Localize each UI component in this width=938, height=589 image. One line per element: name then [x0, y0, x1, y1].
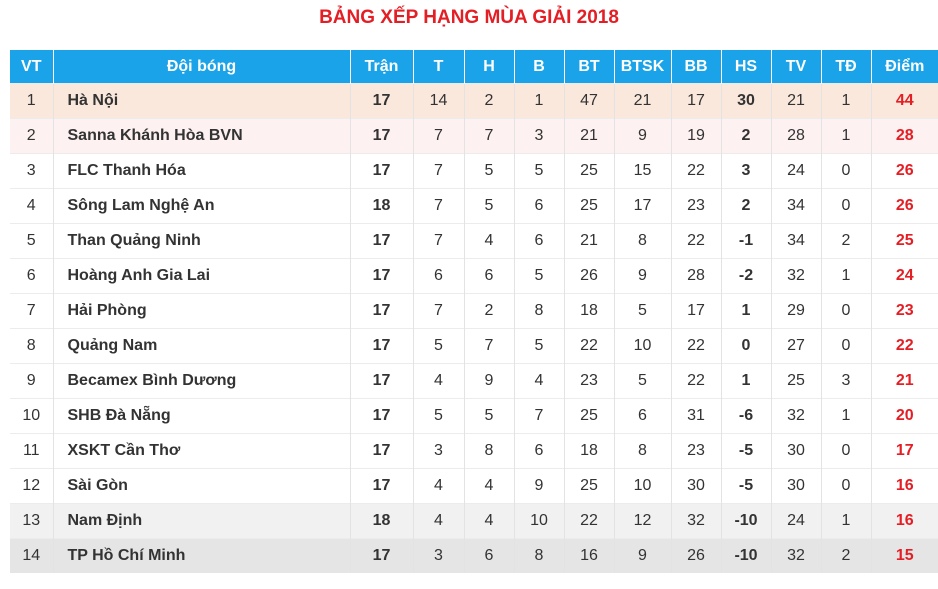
goals-for-cell: 25 [564, 189, 614, 224]
drawn-cell: 6 [464, 539, 514, 574]
drawn-cell: 6 [464, 259, 514, 294]
goal-diff-cell: -10 [721, 539, 771, 574]
played-cell: 18 [350, 504, 413, 539]
team-name-cell[interactable]: Than Quảng Ninh [53, 224, 350, 259]
points-cell: 26 [871, 154, 938, 189]
goals-against-cell: 22 [671, 364, 721, 399]
red-cards-cell: 1 [821, 84, 871, 119]
played-cell: 17 [350, 224, 413, 259]
goals-against-cell: 28 [671, 259, 721, 294]
team-name-cell[interactable]: Hải Phòng [53, 294, 350, 329]
won-cell: 7 [413, 294, 464, 329]
away-goals-cell: 12 [614, 504, 671, 539]
won-cell: 7 [413, 154, 464, 189]
rank-cell: 3 [10, 154, 53, 189]
points-cell: 15 [871, 539, 938, 574]
played-cell: 17 [350, 364, 413, 399]
goal-diff-cell: -10 [721, 504, 771, 539]
won-cell: 4 [413, 504, 464, 539]
goals-for-cell: 47 [564, 84, 614, 119]
team-name-cell[interactable]: Quảng Nam [53, 329, 350, 364]
lost-cell: 8 [514, 539, 564, 574]
played-cell: 17 [350, 119, 413, 154]
table-row[interactable] [10, 329, 938, 364]
points-cell: 25 [871, 224, 938, 259]
points-cell: 20 [871, 399, 938, 434]
played-cell: 18 [350, 189, 413, 224]
played-cell: 17 [350, 329, 413, 364]
rank-cell: 9 [10, 364, 53, 399]
won-cell: 7 [413, 224, 464, 259]
team-name-cell[interactable]: Becamex Bình Dương [53, 364, 350, 399]
goals-against-cell: 17 [671, 84, 721, 119]
team-name-cell[interactable]: Hà Nội [53, 84, 350, 119]
goals-against-cell: 31 [671, 399, 721, 434]
points-cell: 23 [871, 294, 938, 329]
rank-cell: 12 [10, 469, 53, 504]
won-cell: 7 [413, 119, 464, 154]
goals-against-cell: 26 [671, 539, 721, 574]
goals-for-cell: 21 [564, 224, 614, 259]
team-name-cell[interactable]: XSKT Cần Thơ [53, 434, 350, 469]
team-name-cell[interactable]: SHB Đà Nẵng [53, 399, 350, 434]
points-cell: 28 [871, 119, 938, 154]
points-cell: 24 [871, 259, 938, 294]
goal-diff-cell: 3 [721, 154, 771, 189]
yellow-cards-cell: 30 [771, 434, 821, 469]
goals-against-cell: 22 [671, 154, 721, 189]
away-goals-cell: 10 [614, 329, 671, 364]
goals-for-cell: 16 [564, 539, 614, 574]
red-cards-cell: 1 [821, 504, 871, 539]
goals-for-cell: 25 [564, 399, 614, 434]
away-goals-cell: 6 [614, 399, 671, 434]
goal-diff-cell: 2 [721, 119, 771, 154]
team-name-cell[interactable]: Sanna Khánh Hòa BVN [53, 119, 350, 154]
table-row[interactable] [10, 154, 938, 189]
col-won-header[interactable]: T [413, 50, 464, 84]
points-cell: 21 [871, 364, 938, 399]
col-team-header[interactable]: Đội bóng [53, 50, 350, 84]
goals-for-cell: 18 [564, 294, 614, 329]
goal-diff-cell: -6 [721, 399, 771, 434]
goals-against-cell: 22 [671, 224, 721, 259]
red-cards-cell: 3 [821, 364, 871, 399]
col-drawn-header[interactable]: H [464, 50, 514, 84]
played-cell: 17 [350, 259, 413, 294]
rank-cell: 14 [10, 539, 53, 574]
goal-diff-cell: 30 [721, 84, 771, 119]
rank-cell: 13 [10, 504, 53, 539]
drawn-cell: 2 [464, 84, 514, 119]
rank-cell: 11 [10, 434, 53, 469]
table-row[interactable] [10, 294, 938, 329]
away-goals-cell: 10 [614, 469, 671, 504]
table-row[interactable] [10, 469, 938, 504]
away-goals-cell: 9 [614, 119, 671, 154]
goals-for-cell: 25 [564, 469, 614, 504]
col-goal-diff-header[interactable]: HS [721, 50, 771, 84]
page-title: BẢNG XẾP HẠNG MÙA GIẢI 2018 [319, 7, 619, 28]
played-cell: 17 [350, 84, 413, 119]
goal-diff-cell: -2 [721, 259, 771, 294]
table-row[interactable] [10, 539, 938, 574]
red-cards-cell: 2 [821, 224, 871, 259]
lost-cell: 1 [514, 84, 564, 119]
table-body [10, 84, 938, 574]
rank-cell: 1 [10, 84, 53, 119]
lost-cell: 3 [514, 119, 564, 154]
red-cards-cell: 0 [821, 434, 871, 469]
goals-against-cell: 32 [671, 504, 721, 539]
drawn-cell: 5 [464, 189, 514, 224]
won-cell: 14 [413, 84, 464, 119]
team-name-cell[interactable]: Sài Gòn [53, 469, 350, 504]
goals-for-cell: 22 [564, 504, 614, 539]
won-cell: 4 [413, 364, 464, 399]
red-cards-cell: 1 [821, 119, 871, 154]
won-cell: 7 [413, 189, 464, 224]
drawn-cell: 5 [464, 154, 514, 189]
played-cell: 17 [350, 294, 413, 329]
col-yellow-cards-header[interactable]: TV [771, 50, 821, 84]
goals-for-cell: 25 [564, 154, 614, 189]
yellow-cards-cell: 32 [771, 539, 821, 574]
lost-cell: 7 [514, 399, 564, 434]
won-cell: 4 [413, 469, 464, 504]
rank-cell: 5 [10, 224, 53, 259]
goals-for-cell: 21 [564, 119, 614, 154]
goal-diff-cell: -1 [721, 224, 771, 259]
table-row[interactable] [10, 259, 938, 294]
col-rank-header[interactable]: VT [10, 50, 53, 84]
lost-cell: 5 [514, 259, 564, 294]
drawn-cell: 9 [464, 364, 514, 399]
drawn-cell: 5 [464, 399, 514, 434]
red-cards-cell: 1 [821, 399, 871, 434]
yellow-cards-cell: 21 [771, 84, 821, 119]
table-row[interactable] [10, 224, 938, 259]
away-goals-cell: 21 [614, 84, 671, 119]
red-cards-cell: 1 [821, 259, 871, 294]
yellow-cards-cell: 27 [771, 329, 821, 364]
table-row[interactable] [10, 399, 938, 434]
played-cell: 17 [350, 434, 413, 469]
away-goals-cell: 5 [614, 364, 671, 399]
points-cell: 44 [871, 84, 938, 119]
col-red-cards-header[interactable]: TĐ [821, 50, 871, 84]
away-goals-cell: 17 [614, 189, 671, 224]
goal-diff-cell: -5 [721, 434, 771, 469]
won-cell: 5 [413, 399, 464, 434]
col-points-header[interactable]: Điểm [871, 50, 938, 84]
played-cell: 17 [350, 539, 413, 574]
won-cell: 5 [413, 329, 464, 364]
drawn-cell: 8 [464, 434, 514, 469]
col-played-header[interactable]: Trận [350, 50, 413, 84]
table-row[interactable] [10, 119, 938, 154]
col-lost-header[interactable]: B [514, 50, 564, 84]
drawn-cell: 4 [464, 224, 514, 259]
goals-against-cell: 23 [671, 189, 721, 224]
drawn-cell: 4 [464, 504, 514, 539]
goal-diff-cell: -5 [721, 469, 771, 504]
won-cell: 3 [413, 539, 464, 574]
away-goals-cell: 15 [614, 154, 671, 189]
rank-cell: 8 [10, 329, 53, 364]
yellow-cards-cell: 29 [771, 294, 821, 329]
drawn-cell: 7 [464, 119, 514, 154]
team-name-cell[interactable]: Hoàng Anh Gia Lai [53, 259, 350, 294]
goals-against-cell: 30 [671, 469, 721, 504]
red-cards-cell: 0 [821, 329, 871, 364]
table-header-row [10, 50, 938, 84]
col-goals-against-header[interactable]: BB [671, 50, 721, 84]
lost-cell: 6 [514, 434, 564, 469]
table-row[interactable] [10, 434, 938, 469]
red-cards-cell: 2 [821, 539, 871, 574]
standings-table [10, 50, 938, 573]
points-cell: 22 [871, 329, 938, 364]
away-goals-cell: 8 [614, 434, 671, 469]
red-cards-cell: 0 [821, 294, 871, 329]
yellow-cards-cell: 24 [771, 504, 821, 539]
table-row[interactable] [10, 364, 938, 399]
lost-cell: 5 [514, 154, 564, 189]
goal-diff-cell: 0 [721, 329, 771, 364]
lost-cell: 6 [514, 189, 564, 224]
goals-against-cell: 22 [671, 329, 721, 364]
away-goals-cell: 5 [614, 294, 671, 329]
goal-diff-cell: 2 [721, 189, 771, 224]
goals-for-cell: 23 [564, 364, 614, 399]
yellow-cards-cell: 25 [771, 364, 821, 399]
rank-cell: 10 [10, 399, 53, 434]
away-goals-cell: 9 [614, 259, 671, 294]
team-name-cell[interactable]: Sông Lam Nghệ An [53, 189, 350, 224]
rank-cell: 6 [10, 259, 53, 294]
played-cell: 17 [350, 399, 413, 434]
yellow-cards-cell: 30 [771, 469, 821, 504]
yellow-cards-cell: 34 [771, 189, 821, 224]
points-cell: 16 [871, 469, 938, 504]
goals-for-cell: 26 [564, 259, 614, 294]
points-cell: 16 [871, 504, 938, 539]
drawn-cell: 2 [464, 294, 514, 329]
goals-for-cell: 18 [564, 434, 614, 469]
rank-cell: 7 [10, 294, 53, 329]
drawn-cell: 4 [464, 469, 514, 504]
goals-against-cell: 19 [671, 119, 721, 154]
lost-cell: 4 [514, 364, 564, 399]
table-row[interactable] [10, 189, 938, 224]
lost-cell: 9 [514, 469, 564, 504]
yellow-cards-cell: 24 [771, 154, 821, 189]
yellow-cards-cell: 34 [771, 224, 821, 259]
team-name-cell[interactable]: Nam Định [53, 504, 350, 539]
goals-for-cell: 22 [564, 329, 614, 364]
rank-cell: 4 [10, 189, 53, 224]
away-goals-cell: 8 [614, 224, 671, 259]
lost-cell: 6 [514, 224, 564, 259]
lost-cell: 5 [514, 329, 564, 364]
table-row[interactable] [10, 84, 938, 119]
yellow-cards-cell: 32 [771, 259, 821, 294]
rank-cell: 2 [10, 119, 53, 154]
red-cards-cell: 0 [821, 469, 871, 504]
red-cards-cell: 0 [821, 154, 871, 189]
lost-cell: 10 [514, 504, 564, 539]
team-name-cell[interactable]: FLC Thanh Hóa [53, 154, 350, 189]
red-cards-cell: 0 [821, 189, 871, 224]
played-cell: 17 [350, 469, 413, 504]
points-cell: 26 [871, 189, 938, 224]
standings-table-container [10, 50, 938, 573]
goals-against-cell: 17 [671, 294, 721, 329]
lost-cell: 8 [514, 294, 564, 329]
goal-diff-cell: 1 [721, 364, 771, 399]
won-cell: 3 [413, 434, 464, 469]
table-row[interactable] [10, 504, 938, 539]
won-cell: 6 [413, 259, 464, 294]
played-cell: 17 [350, 154, 413, 189]
away-goals-cell: 9 [614, 539, 671, 574]
drawn-cell: 7 [464, 329, 514, 364]
goals-against-cell: 23 [671, 434, 721, 469]
goal-diff-cell: 1 [721, 294, 771, 329]
col-away-goals-header[interactable]: BTSK [614, 50, 671, 84]
team-name-cell[interactable]: TP Hồ Chí Minh [53, 539, 350, 574]
col-goals-for-header[interactable]: BT [564, 50, 614, 84]
yellow-cards-cell: 32 [771, 399, 821, 434]
yellow-cards-cell: 28 [771, 119, 821, 154]
points-cell: 17 [871, 434, 938, 469]
